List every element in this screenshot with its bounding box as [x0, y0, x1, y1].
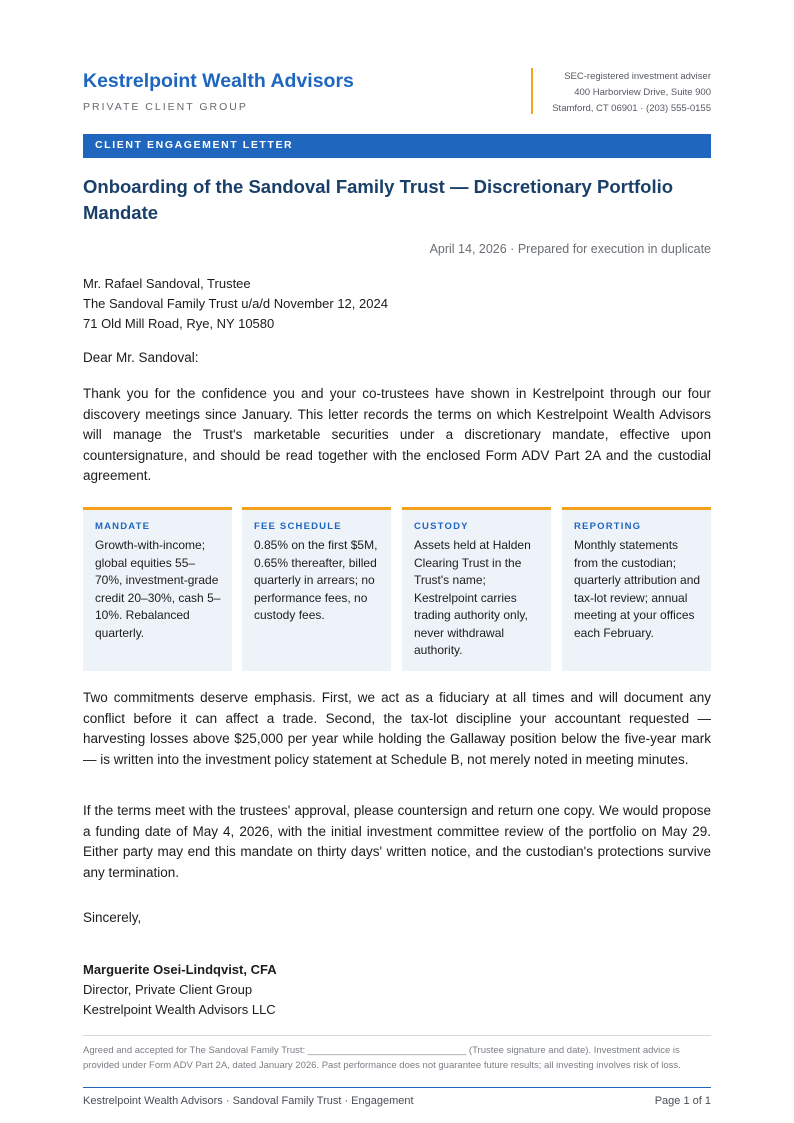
street-address: 400 Harborview Drive, Suite 900 — [574, 87, 711, 98]
signer-title: Director, Private Client Group — [83, 982, 253, 997]
letter-page — [83, 0, 711, 1123]
registration-line: SEC-registered investment adviser — [564, 71, 711, 82]
body-paragraph-intro: Thank you for the confidence you and your co-trustees have shown in Kestrelpoint through our four discovery meetings since January. This letter records the terms on which Kestrelpoint Wealth Advisors will manage the Trust's marketable securities under a discretionary mandate, effective upon countersignature, and should be read together with the enclosed Form ADV Part 2A and the custodial agreement. — [83, 386, 711, 483]
card-body: Assets held at Halden Clearing Trust in the Trust's name; Kestrelpoint carries trading authority only, never withdrawal authority. — [414, 538, 531, 657]
acceptance-fine-print: Agreed and accepted for The Sandoval Family Trust: ______________________________ (Trustee signature and date). Investment advice is provided under Form ADV Part 2A, dated January 2026. Past performance does not guarantee future results; all investing involves risk of loss. — [83, 1045, 681, 1071]
recipient-name: Mr. Rafael Sandoval, Trustee — [83, 276, 251, 291]
card-label: MANDATE — [95, 521, 151, 532]
recipient-address — [83, 274, 388, 334]
footer-divider — [83, 1035, 711, 1036]
card-body: Growth-with-income; global equities 55–70%, investment-grade credit 20–30%, cash 5–10%. Rebalanced quarterly. — [95, 538, 221, 640]
city-phone: Stamford, CT 06901 · (203) 555-0155 — [552, 103, 711, 114]
group-name: PRIVATE CLIENT GROUP — [83, 101, 248, 113]
card-custody — [402, 507, 551, 671]
card-label: REPORTING — [574, 521, 642, 532]
card-fee-schedule — [242, 507, 391, 671]
page-number: Page 1 of 1 — [654, 1095, 711, 1107]
signature-block — [83, 960, 277, 1020]
card-mandate — [83, 507, 232, 671]
card-body: 0.85% on the first $5M, 0.65% thereafter, billed quarterly in arrears; no performance fees, no custody fees. — [254, 538, 378, 622]
firm-contact-block — [531, 68, 711, 114]
body-paragraph-commitments: Two commitments deserve emphasis. First, we act as a fiduciary at all times and will document any conflict before it can affect a trade. Second, the tax-lot discipline your accountant requested — harvesting losses above $25,000 per year while holding the Gallaway position below the five-year mark — is written into the investment policy statement at Schedule B, not merely noted in meeting minutes. — [83, 690, 711, 767]
card-body: Monthly statements from the custodian; quarterly attribution and tax-lot review; annual meeting at your offices each February. — [574, 538, 701, 640]
footer-running-title: Kestrelpoint Wealth Advisors · Sandoval Family Trust · Engagement — [83, 1095, 414, 1107]
body-paragraph-next-steps: If the terms meet with the trustees' approval, please countersign and return one copy. We would propose a funding date of May 4, 2026, with the initial investment committee review of the portfolio on May 29. Either party may end this mandate on thirty days' written notice, and the custodian's protections survive any termination. — [83, 803, 711, 880]
recipient-street: 71 Old Mill Road, Rye, NY 10580 — [83, 316, 275, 331]
document-type-banner: CLIENT ENGAGEMENT LETTER — [83, 134, 711, 158]
firm-name: Kestrelpoint Wealth Advisors — [83, 70, 354, 92]
signer-firm: Kestrelpoint Wealth Advisors LLC — [83, 1002, 276, 1017]
salutation: Dear Mr. Sandoval: — [83, 350, 199, 365]
card-label: CUSTODY — [414, 521, 469, 532]
terms-summary-cards — [83, 507, 711, 671]
footer-rule — [83, 1087, 711, 1088]
letter-date: April 14, 2026 · Prepared for execution in duplicate — [429, 242, 711, 256]
closing: Sincerely, — [83, 910, 142, 925]
card-reporting — [562, 507, 711, 671]
letter-title: Onboarding of the Sandoval Family Trust — Discretionary Portfolio Mandate — [83, 176, 674, 223]
letterhead — [83, 68, 711, 118]
recipient-trust: The Sandoval Family Trust u/a/d November 12, 2024 — [83, 296, 388, 311]
signer-name: Marguerite Osei-Lindqvist, CFA — [83, 962, 277, 977]
card-label: FEE SCHEDULE — [254, 521, 342, 532]
